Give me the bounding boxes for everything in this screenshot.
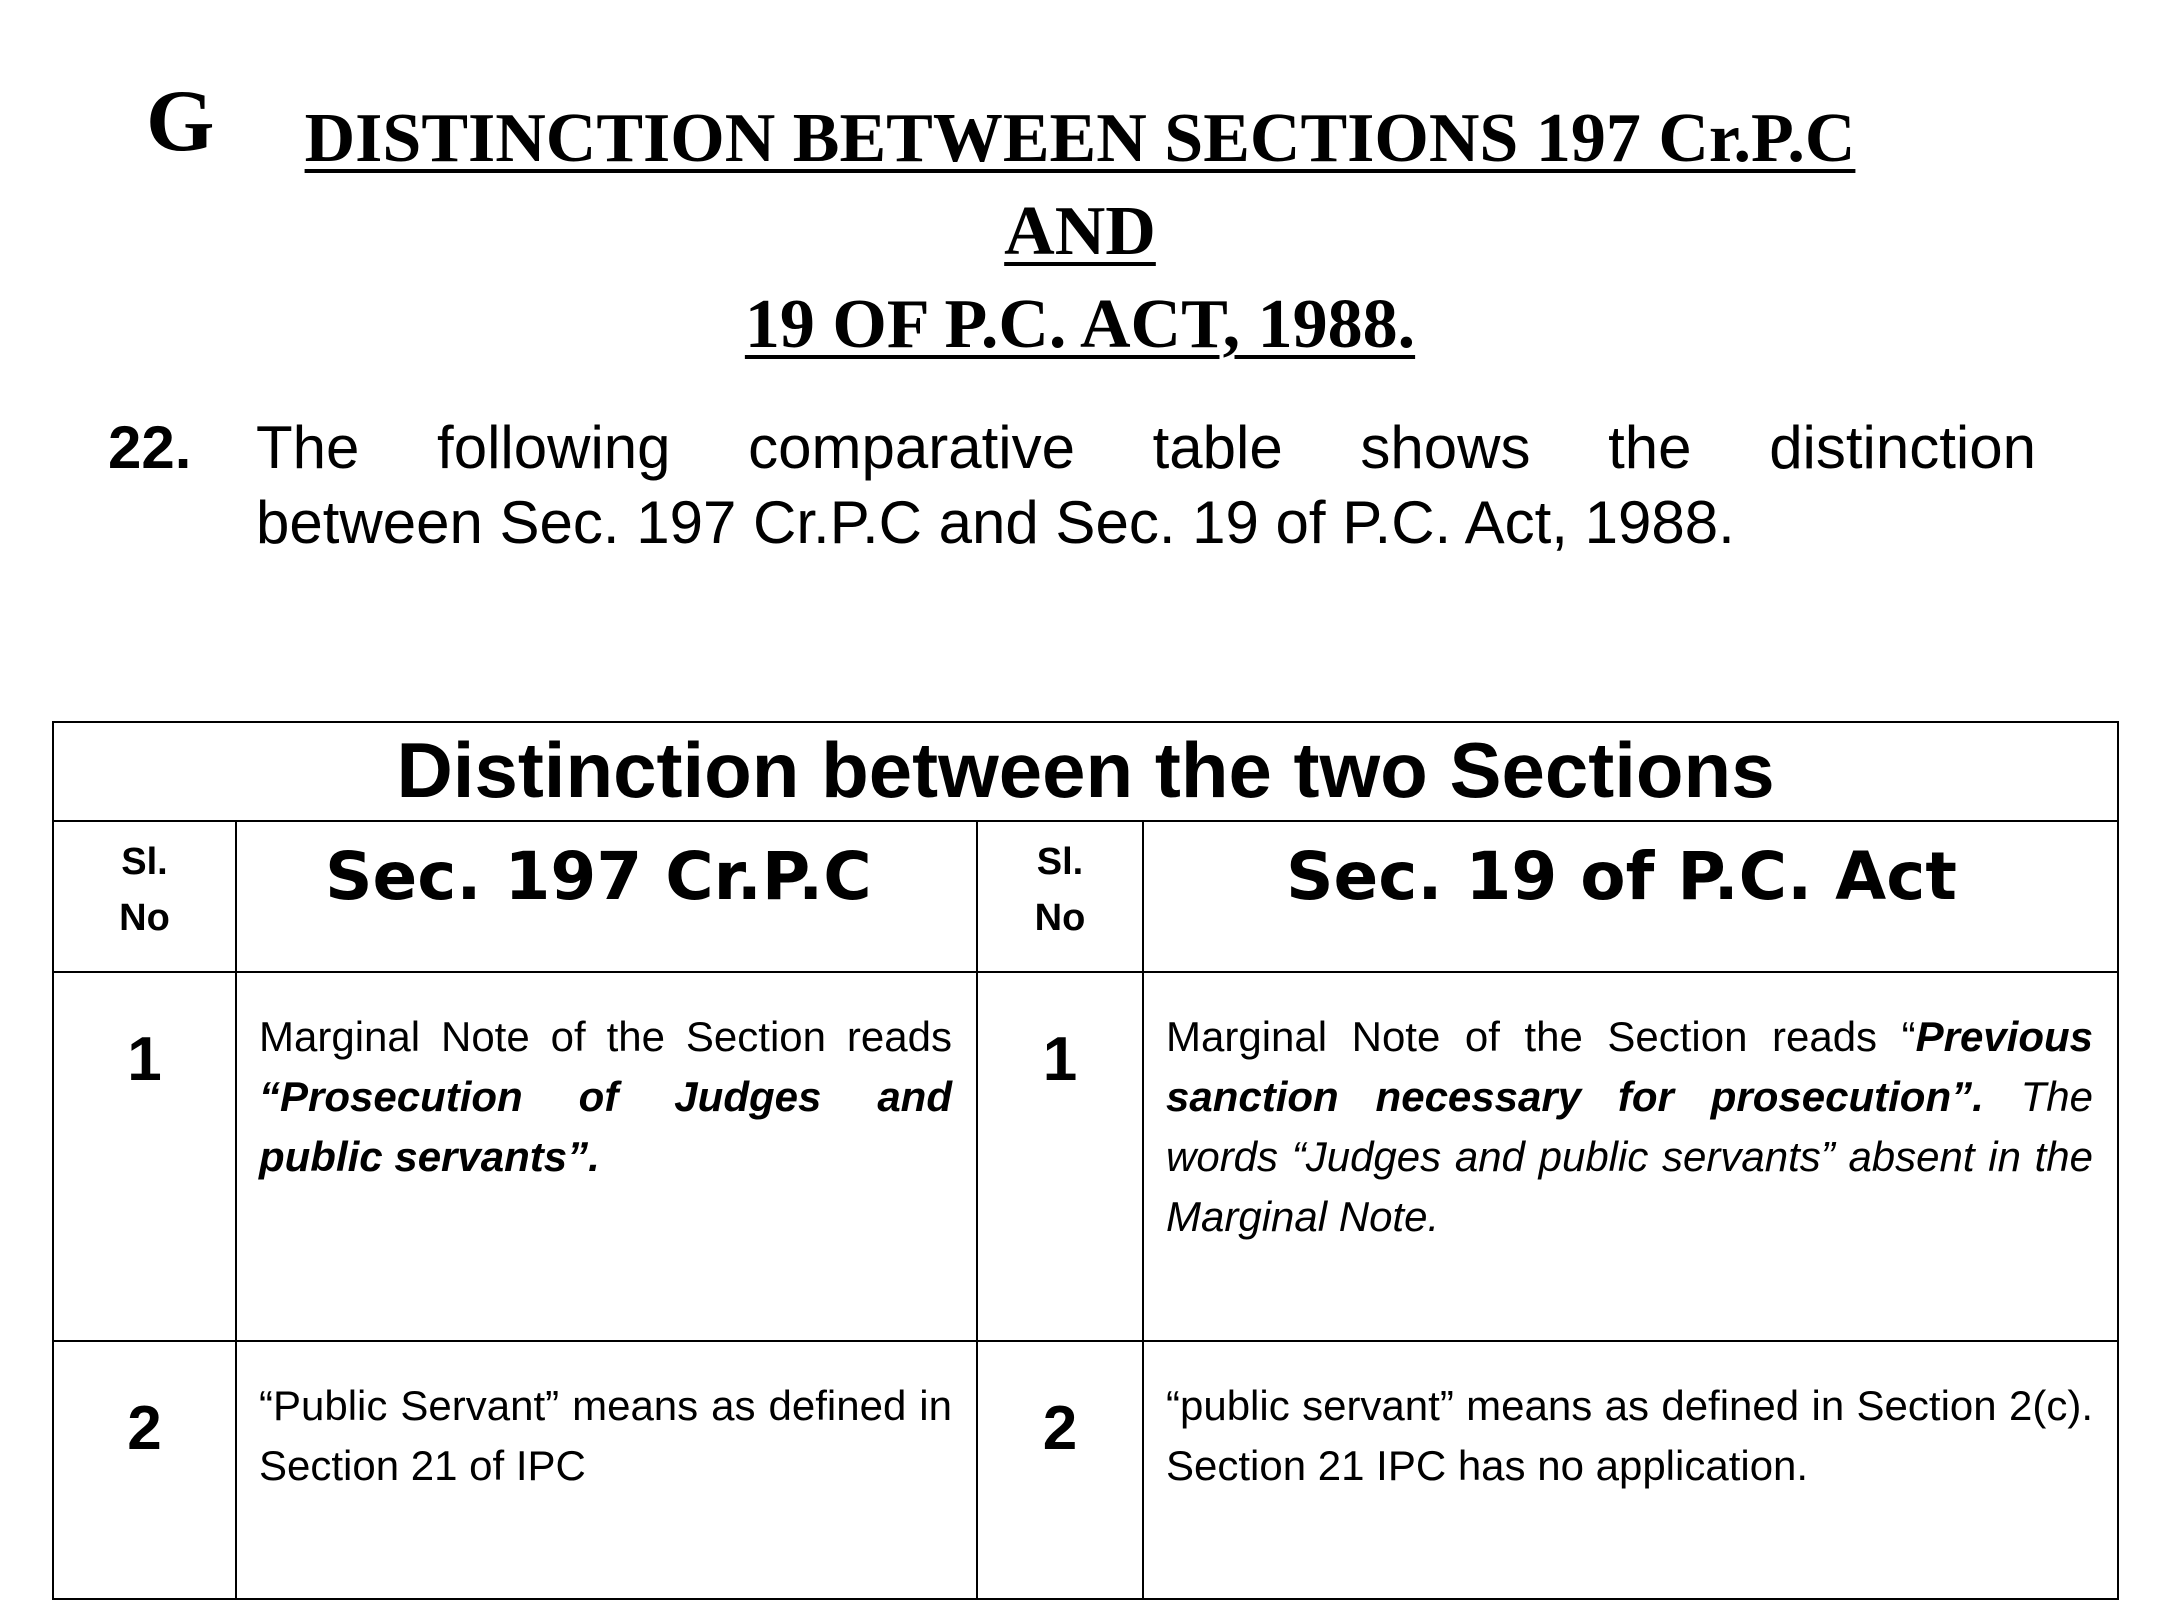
row-number-right: 2 [977,1341,1143,1599]
sl-header-line1: Sl. [1036,841,1084,883]
paragraph-line1: The following comparative table shows the distinction [256,414,2036,481]
paragraph-line2: between Sec. 197 Cr.P.C and Sec. 19 of P.C. Act, 1988. [256,489,1735,556]
right-column-header: Sec. 19 of P.C. Act [1143,821,2118,972]
table-row [53,972,2118,1341]
right-cell-text: “public servant” means as defined in Section 2(c). Section 21 IPC has no application. [1143,1341,2118,1599]
table-row [53,1341,2118,1599]
paragraph-text [256,410,2036,560]
sl-no-header-left [53,821,236,972]
paragraph-number: 22. [108,414,192,481]
left-cell-plain: Marginal Note of the Section reads [259,1013,952,1060]
sl-header-line1: Sl. [121,841,168,883]
right-cell-plain: Marginal Note of the Section reads “ [1166,1013,1916,1060]
left-cell-text [236,972,977,1341]
section-title [230,92,1930,371]
sl-header-line2: No [119,897,170,939]
sl-no-header-right [977,821,1143,972]
section-letter: G [146,73,215,170]
table-header-row [53,821,2118,972]
table-caption: Distinction between the two Sections [53,722,2118,821]
row-number-left: 2 [53,1341,236,1599]
comparison-table [52,721,2119,1600]
right-cell-italic: The words “Judges and public servants” absent in the Marginal Note. [1166,1073,2094,1240]
sl-header-line2: No [1034,897,1086,939]
row-number-left: 1 [53,972,236,1341]
left-cell-text: “Public Servant” means as defined in Section 21 of IPC [236,1341,977,1599]
left-cell-emphasis: “Prosecution of Judges and public servants”. [259,1073,952,1180]
section-title-line2: 19 OF P.C. ACT, 1988. [744,286,1416,363]
right-cell-emphasis: Previous sanction necessary for prosecution”. [1166,1013,2094,1120]
left-column-header: Sec. 197 Cr.P.C [236,821,977,972]
row-number-right: 1 [977,972,1143,1341]
right-cell-text [1143,972,2118,1341]
section-title-line1: DISTINCTION BETWEEN SECTIONS 197 Cr.P.C AND [304,100,1856,270]
